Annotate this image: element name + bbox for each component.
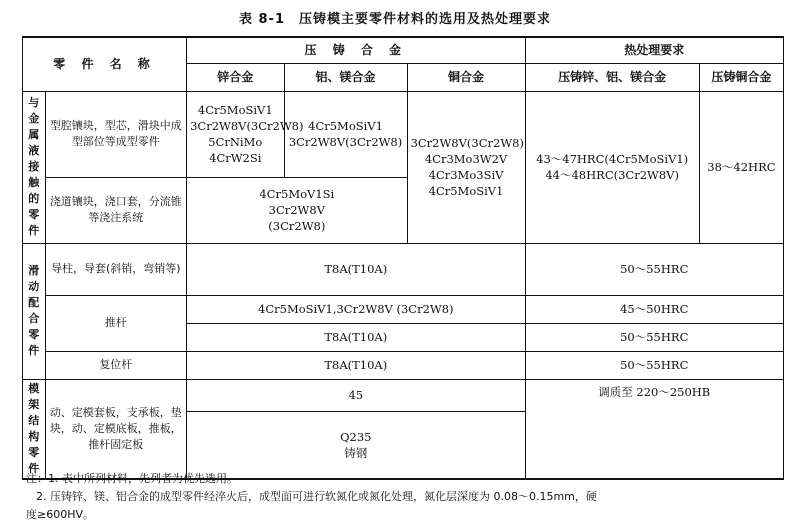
header-zinc-alloy: 锌合金 [187, 63, 284, 91]
mold-plate-heat: 调质至 220～250HB [525, 379, 784, 479]
ejector-material-2: T8A(T10A) [187, 323, 525, 351]
ht-copper-value: 38～42HRC [699, 91, 783, 243]
part-ejector: 推杆 [45, 295, 187, 351]
reset-pin-heat: 50～55HRC [525, 351, 784, 379]
part-reset-pin: 复位杆 [45, 351, 187, 379]
table-title: 表 8-1 压铸模主要零件材料的选用及热处理要求 [238, 12, 551, 27]
header-heat-treatment: 热处理要求 [525, 37, 784, 63]
cavity-zinc-material: 4Cr5MoSiV1 3Cr2W8V(3Cr2W8) 5CrNiMo 4CrW2Si [187, 91, 284, 177]
part-cavity-insert: 型腔镶块，型芯，滑块中成型部位等成型零件 [45, 91, 187, 177]
category-contact-parts: 与 金 属 液 接 触 的 零 件 [23, 91, 46, 243]
reset-pin-material: T8A(T10A) [187, 351, 525, 379]
material-table [22, 36, 784, 480]
header-die-casting-alloy: 压 铸 合 金 [187, 37, 525, 63]
guide-post-material: T8A(T10A) [187, 243, 525, 295]
note-2-cont: 度≥600HV。 [26, 508, 95, 521]
part-mold-plate: 动、定模套板，支承板，垫块，动、定模底板，推板，推杆固定板 [45, 379, 187, 479]
ht-zn-al-mg-value: 43～47HRC(4Cr5MoSiV1) 44～48HRC(3Cr2W8V) [525, 91, 699, 243]
runner-material: 4Cr5MoV1Si 3Cr2W8V (3Cr2W8) [187, 177, 407, 243]
copper-material: 3Cr2W8V(3Cr2W8) 4Cr3Mo3W2V 4Cr3Mo3SiV 4Cr5MoSiV1 [407, 91, 525, 243]
note-2: 2. 压铸锌、镁、铝合金的成型零件经淬火后，成型面可进行软氮化或氮化处理，氮化层深度为 0.08～0.15mm，硬 [36, 490, 597, 503]
ejector-heat-1: 45～50HRC [525, 295, 784, 323]
header-al-mg-alloy: 铝、镁合金 [284, 63, 407, 91]
part-guide-post: 导柱，导套(斜销，弯销等) [45, 243, 187, 295]
mold-plate-material-2: Q235 铸钢 [187, 411, 525, 478]
category-sliding-parts: 滑 动 配 合 零 件 [23, 243, 46, 379]
note-1: 注：1. 表中所列材料，先列者为优先选用。 [26, 472, 238, 485]
header-ht-zn-al-mg: 压铸锌、铝、镁合金 [525, 63, 699, 91]
category-structure-parts: 模 架 结 构 零 件 [23, 379, 46, 479]
ejector-heat-2: 50～55HRC [525, 323, 784, 351]
ejector-material-1: 4Cr5MoSiV1,3Cr2W8V (3Cr2W8) [187, 295, 525, 323]
table-notes [26, 470, 786, 524]
cavity-al-mg-material: 4Cr5MoSiV1 3Cr2W8V(3Cr2W8) [284, 91, 407, 177]
header-copper-alloy: 铜合金 [407, 63, 525, 91]
header-ht-copper: 压铸铜合金 [699, 63, 783, 91]
guide-post-heat: 50～55HRC [525, 243, 784, 295]
mold-plate-material-1: 45 [187, 379, 525, 411]
part-runner-insert: 浇道镶块，浇口套，分流锥等浇注系统 [45, 177, 187, 243]
header-part-name: 零 件 名 称 [23, 37, 187, 91]
